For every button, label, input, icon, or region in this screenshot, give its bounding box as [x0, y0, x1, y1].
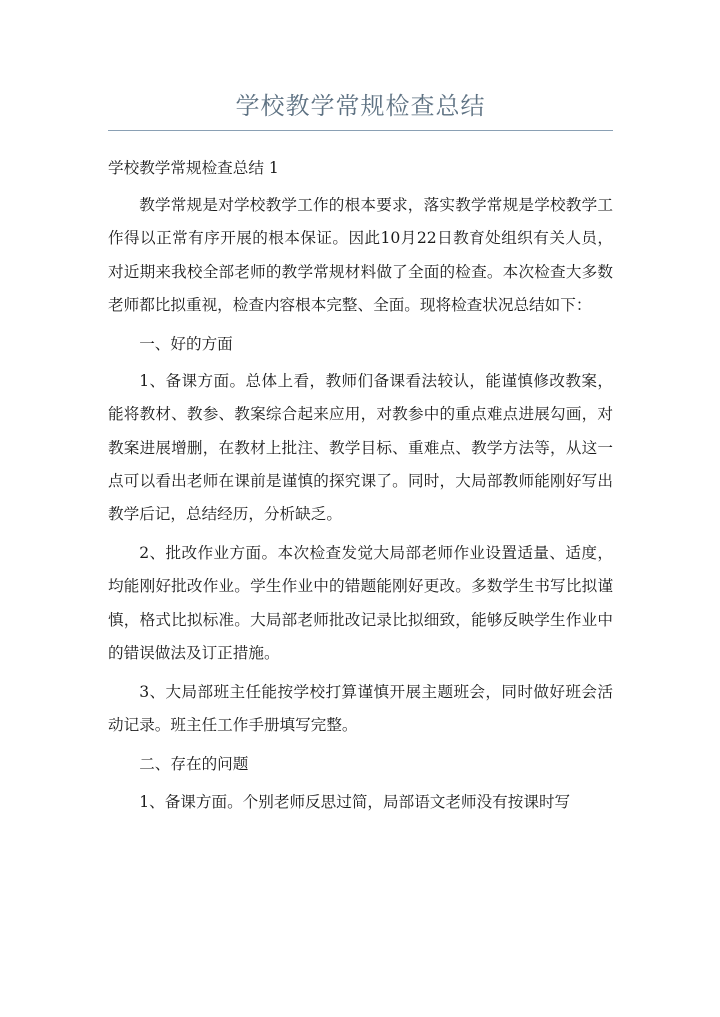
- title-divider: [108, 130, 613, 131]
- heading-good-aspects: 一、好的方面: [139, 335, 233, 354]
- paragraph-class-meeting: 3、大局部班主任能按学校打算谨慎开展主题班会，同时做好班会活动记录。班主任工作手册填写完整。: [108, 683, 613, 735]
- paragraph-intro: 教学常规是对学校教学工作的根本要求，落实教学常规是学校教学工作得以正常有序开展的根本保证。因此10月22日教育处组织有关人员，对近期来我校全部老师的教学常规材料做了全面的检查。本次检查大多数老师都比拟重视，检查内容根本完整、全面。现将检查状况总结如下：: [108, 196, 613, 314]
- paragraph-prep-problems: 1、备课方面。个别老师反思过简，局部语文老师没有按课时写: [139, 792, 571, 811]
- heading-problems: 二、存在的问题: [139, 755, 249, 774]
- paragraph-lesson-prep: 1、备课方面。总体上看，教师们备课看法较认，能谨慎修改教案，能将教材、教参、教案综合起来应用，对教参中的重点难点进展勾画，对教案进展增删，在教材上批注、教学目标、重难点、教学方法等，从这一点可以看出老师在课前是谨慎的探究课了。同时，大局部教师能刚好写出教学后记，总结经历，分析缺乏。: [108, 372, 613, 524]
- document-body: [108, 152, 613, 825]
- document-title: 学校教学常规检查总结: [235, 92, 486, 120]
- paragraph-homework: 2、批改作业方面。本次检查发觉大局部老师作业设置适量、适度，均能刚好批改作业。学生作业中的错题能刚好更改。多数学生书写比拟谨慎，格式比拟标准。大局部老师批改记录比拟细致，能够反映学生作业中的错误做法及订正措施。: [108, 544, 613, 662]
- section-heading: 学校教学常规检查总结 1: [108, 159, 279, 177]
